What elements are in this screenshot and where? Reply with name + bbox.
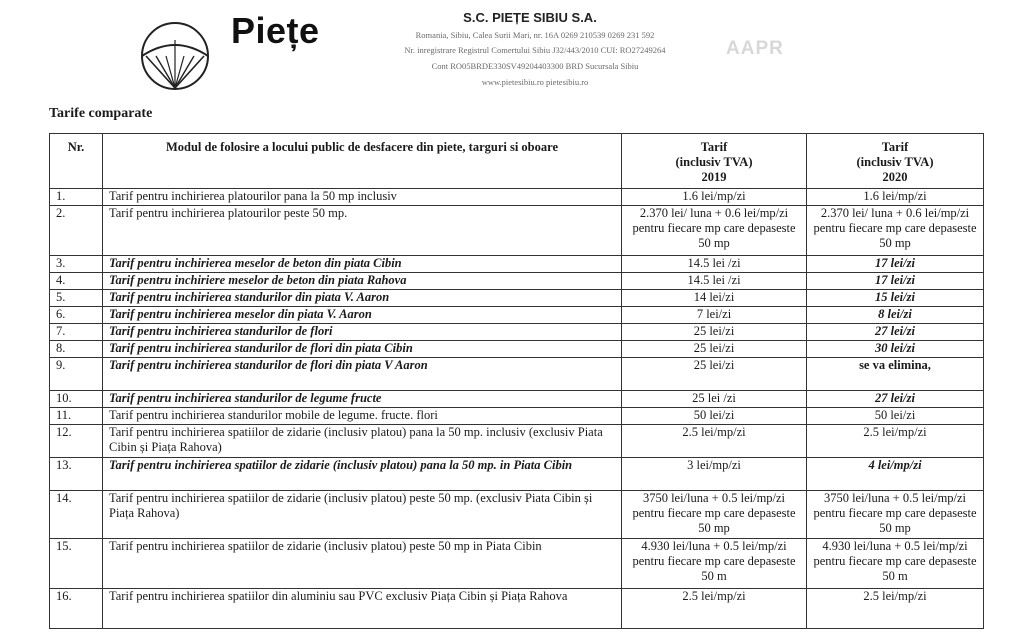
row-description: Tarif pentru inchirierea standurilor de flori din piata Cibin (103, 341, 622, 358)
row-tariff-2020: 2.5 lei/mp/zi (807, 425, 984, 458)
row-number: 6. (50, 307, 103, 324)
header-tariff-2019-line3: 2019 (701, 170, 727, 184)
row-number: 10. (50, 391, 103, 408)
row-number: 11. (50, 408, 103, 425)
table-header-row (50, 134, 984, 189)
row-tariff-2019: 7 lei/zi (622, 307, 807, 324)
document-title: Tarife comparate (49, 106, 153, 121)
row-tariff-2019: 14.5 lei /zi (622, 273, 807, 290)
header-description: Modul de folosire a locului public de desfacere din piete, targuri si oboare (103, 134, 622, 189)
table-row (50, 273, 984, 290)
row-tariff-2019: 50 lei/zi (622, 408, 807, 425)
contact-line-registry: Nr. inregistrare Registrul Comertului Sibiu J32/443/2010 CUI: RO27249264 (404, 45, 666, 55)
row-tariff-2019: 25 lei/zi (622, 324, 807, 341)
row-description: Tarif pentru inchirierea spatiilor de zidarie (inclusiv platou) peste 50 mp. (exclusiv Piata Cibin și Piața Rahova) (103, 491, 622, 539)
row-tariff-2020: 2.5 lei/mp/zi (807, 589, 984, 629)
row-tariff-2020: 3750 lei/luna + 0.5 lei/mp/zi pentru fiecare mp care depaseste 50 mp (807, 491, 984, 539)
table-row (50, 458, 984, 491)
table-row (50, 206, 984, 256)
logo-wordmark: Piețe (231, 10, 320, 51)
row-number: 12. (50, 425, 103, 458)
contact-line-address: Romania, Sibiu, Calea Surii Mari, nr. 16A 0269 210539 0269 231 592 (415, 30, 655, 40)
row-tariff-2020: 2.370 lei/ luna + 0.6 lei/mp/zi pentru fiecare mp care depaseste 50 mp (807, 206, 984, 256)
row-description: Tarif pentru inchirierea standurilor de flori din piata V Aaron (103, 358, 622, 391)
row-number: 2. (50, 206, 103, 256)
row-description: Tarif pentru inchirierea spatiilor de zidarie (inclusiv platou) peste 50 mp in Piata Cibin (103, 539, 622, 589)
table-row (50, 256, 984, 273)
row-description: Tarif pentru inchirierea standurilor din piata V. Aaron (103, 290, 622, 307)
table-row (50, 589, 984, 629)
table-row (50, 491, 984, 539)
table-row (50, 391, 984, 408)
row-tariff-2020: 4.930 lei/luna + 0.5 lei/mp/zi pentru fiecare mp care depaseste 50 m (807, 539, 984, 589)
row-tariff-2019: 14.5 lei /zi (622, 256, 807, 273)
row-number: 16. (50, 589, 103, 629)
row-description: Tarif pentru inchirierea spatiilor de zidarie (inclusiv platou) pana la 50 mp. in Piata Cibin (103, 458, 622, 491)
row-description: Tarif pentru inchirierea standurilor mobile de legume. fructe. flori (103, 408, 622, 425)
row-number: 1. (50, 189, 103, 206)
piete-logo-icon (136, 18, 214, 92)
row-number: 7. (50, 324, 103, 341)
header-tariff-2020-line3: 2020 (882, 170, 908, 184)
header-tariff-2020-line1: Tarif (881, 140, 909, 154)
row-description: Tarif pentru inchirierea platourilor pana la 50 mp inclusiv (103, 189, 622, 206)
row-number: 9. (50, 358, 103, 391)
header-nr: Nr. (50, 134, 103, 189)
row-tariff-2020: 27 lei/zi (807, 391, 984, 408)
row-tariff-2019: 25 lei/zi (622, 358, 807, 391)
table-row (50, 290, 984, 307)
row-description: Tarif pentru inchirierea platourilor peste 50 mp. (103, 206, 622, 256)
row-description: Tarif pentru inchirierea meselor din piata V. Aaron (103, 307, 622, 324)
row-tariff-2019: 25 lei /zi (622, 391, 807, 408)
contact-line-web: www.pietesibiu.ro pietesibiu.ro (481, 77, 589, 87)
header-tariff-2020-line2: (inclusiv TVA) (856, 155, 934, 169)
header-tariff-2019-line1: Tarif (700, 140, 728, 154)
row-tariff-2020: 8 lei/zi (807, 307, 984, 324)
row-tariff-2020: 27 lei/zi (807, 324, 984, 341)
table-row (50, 324, 984, 341)
row-tariff-2019: 2.370 lei/ luna + 0.6 lei/mp/zi pentru fiecare mp care depaseste 50 mp (622, 206, 807, 256)
row-number: 13. (50, 458, 103, 491)
row-tariff-2020: 17 lei/zi (807, 273, 984, 290)
row-tariff-2019: 14 lei/zi (622, 290, 807, 307)
row-number: 14. (50, 491, 103, 539)
row-tariff-2019: 3 lei/mp/zi (622, 458, 807, 491)
header-tariff-2019-line2: (inclusiv TVA) (675, 155, 753, 169)
row-description: Tarif pentru inchiriere meselor de beton din piata Rahova (103, 273, 622, 290)
row-tariff-2019: 25 lei/zi (622, 341, 807, 358)
row-description: Tarif pentru inchirierea spatiilor din aluminiu sau PVC exclusiv Piața Cibin și Piața Rahova (103, 589, 622, 629)
row-tariff-2019: 2.5 lei/mp/zi (622, 589, 807, 629)
watermark-stamp: AAPR (726, 38, 784, 59)
row-description: Tarif pentru inchirierea standurilor de legume fructe (103, 391, 622, 408)
row-tariff-2020: 4 lei/mp/zi (807, 458, 984, 491)
table-row (50, 307, 984, 324)
row-tariff-2020: 1.6 lei/mp/zi (807, 189, 984, 206)
row-description: Tarif pentru inchirierea meselor de beton din piata Cibin (103, 256, 622, 273)
row-number: 3. (50, 256, 103, 273)
row-tariff-2020: 30 lei/zi (807, 341, 984, 358)
table-row (50, 539, 984, 589)
company-name: S.C. PIEȚE SIBIU S.A. (463, 10, 597, 25)
contact-line-bank: Cont RO05BRDE330SV49204403300 BRD Sucursala Sibiu (431, 61, 639, 71)
row-tariff-2019: 4.930 lei/luna + 0.5 lei/mp/zi pentru fiecare mp care depaseste 50 m (622, 539, 807, 589)
row-description: Tarif pentru inchirierea spatiilor de zidarie (inclusiv platou) pana la 50 mp. inclusiv (exclusiv Piata Cibin și Piața Rahova) (103, 425, 622, 458)
tariff-table (49, 133, 984, 629)
row-tariff-2019: 2.5 lei/mp/zi (622, 425, 807, 458)
header-tariff-2020 (807, 134, 984, 189)
header-tariff-2019 (622, 134, 807, 189)
row-tariff-2019: 3750 lei/luna + 0.5 lei/mp/zi pentru fiecare mp care depaseste 50 mp (622, 491, 807, 539)
table-row (50, 341, 984, 358)
row-tariff-2020: se va elimina, (807, 358, 984, 391)
table-row (50, 189, 984, 206)
row-number: 15. (50, 539, 103, 589)
row-tariff-2020: 50 lei/zi (807, 408, 984, 425)
row-tariff-2020: 17 lei/zi (807, 256, 984, 273)
table-row (50, 358, 984, 391)
table-row (50, 425, 984, 458)
row-tariff-2020: 15 lei/zi (807, 290, 984, 307)
row-number: 5. (50, 290, 103, 307)
row-number: 4. (50, 273, 103, 290)
row-tariff-2019: 1.6 lei/mp/zi (622, 189, 807, 206)
row-number: 8. (50, 341, 103, 358)
row-description: Tarif pentru inchirierea standurilor de flori (103, 324, 622, 341)
table-row (50, 408, 984, 425)
